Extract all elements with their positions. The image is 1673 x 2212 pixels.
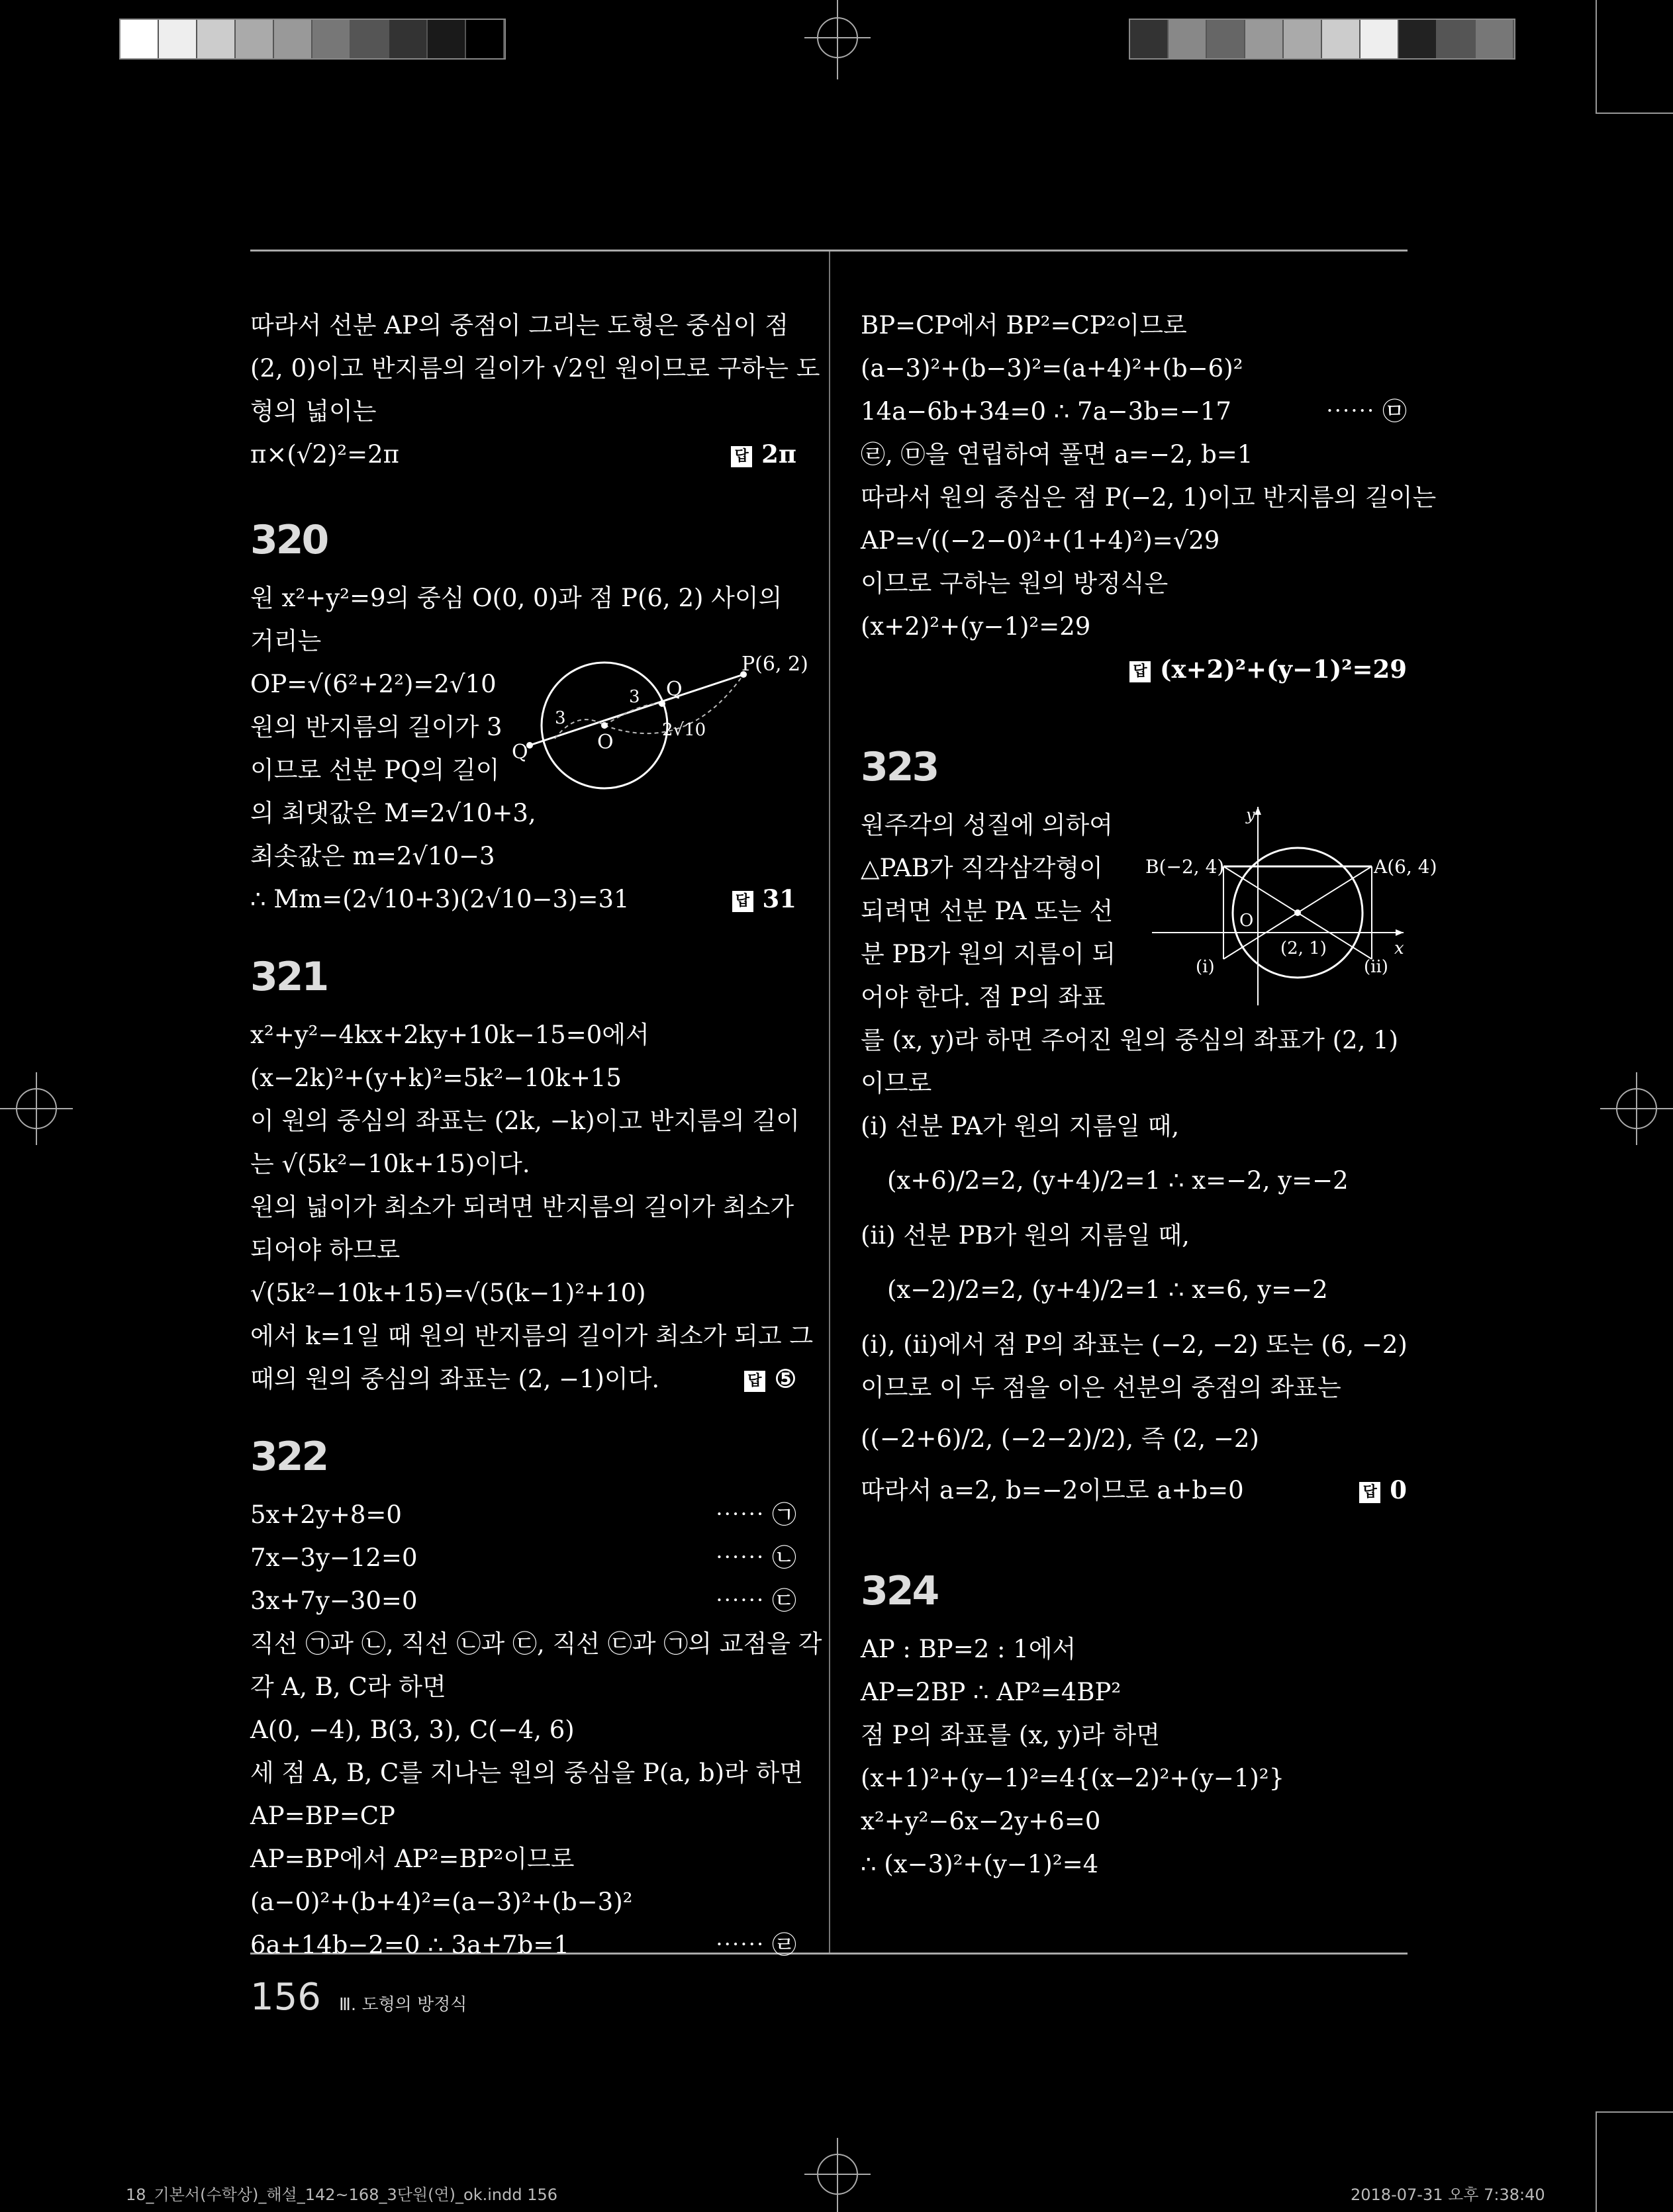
case-i-label: (ⅰ) <box>1196 957 1215 977</box>
text-line: 각 A, B, C라 하면 <box>250 1673 446 1701</box>
registration-mark-bottom <box>804 2138 871 2212</box>
text-line: 따라서 선분 AP의 중점이 그리는 도형은 중심이 점 <box>250 311 789 340</box>
text-line: 는 √(5k²−10k+15)이다. <box>250 1150 530 1178</box>
coordinate-figure <box>1145 800 1437 1012</box>
center-o-label: O <box>597 731 614 754</box>
text-line: AP=BP=CP <box>250 1802 395 1830</box>
text-line: 에서 k=1일 때 원의 반지름의 길이가 최소가 되고 그 <box>250 1322 814 1350</box>
text-line: (ⅰ) 선분 PA가 원의 지름일 때, <box>861 1112 1180 1140</box>
answer-label: 답 <box>744 1371 765 1392</box>
text-line: (x+2)²+(y−1)²=29 <box>861 612 1091 641</box>
crop-mark <box>1596 0 1597 113</box>
text-line: (x−2)/2=2, (y+4)/2=1 ∴ x=6, y=−2 <box>887 1275 1328 1304</box>
circle-distance-figure <box>512 653 808 808</box>
text-line: 분 PB가 원의 지름이 되 <box>861 940 1116 968</box>
answer-line <box>250 1358 796 1401</box>
text-line: 를 (x, y)라 하면 주어진 원의 중심의 좌표가 (2, 1) <box>861 1026 1399 1054</box>
text-line: (x+1)²+(y−1)²=4{(x−2)²+(y−1)²} <box>861 1764 1285 1792</box>
text-line: ((−2+6)/2, (−2−2)/2), 즉 (2, −2) <box>861 1424 1259 1453</box>
equation-tag: ⋯⋯ ㉣ <box>715 1931 796 1959</box>
color-calibration-bar-right <box>1129 19 1515 60</box>
text-line: ㉣, ㉤을 연립하여 풀면 a=−2, b=1 <box>861 440 1253 469</box>
answer-label: 답 <box>731 446 752 467</box>
color-calibration-bar-left <box>119 19 506 60</box>
equation: 6a+14b−2=0 ∴ 3a+7b=1 <box>250 1931 569 1959</box>
answer-label: 답 <box>732 891 753 912</box>
text-line: A(0, −4), B(3, 3), C(−4, 6) <box>250 1716 575 1744</box>
text-line: (ⅱ) 선분 PB가 원의 지름일 때, <box>861 1221 1190 1250</box>
text-line: 점 P의 좌표를 (x, y)라 하면 <box>861 1721 1161 1749</box>
text-line: (x−2k)²+(y+k)²=5k²−10k+15 <box>250 1064 622 1092</box>
equation-line <box>250 1923 796 1966</box>
answer-line <box>861 1469 1407 1512</box>
equation: 3x+7y−30=0 <box>250 1587 418 1615</box>
answer-value: 31 <box>762 884 796 913</box>
text-line: 최솟값은 m=2√10−3 <box>250 842 495 870</box>
right-column <box>861 304 1437 1886</box>
text-line: x²+y²−6x−2y+6=0 <box>861 1807 1101 1835</box>
text-line: AP=√((−2−0)²+(1+4)²)=√29 <box>861 526 1220 555</box>
equation-line <box>861 390 1407 433</box>
answer-label: 답 <box>1359 1482 1380 1503</box>
origin-label: O <box>1239 911 1254 931</box>
equation-line <box>250 1579 796 1622</box>
equation-tag: ⋯⋯ ㉡ <box>715 1544 796 1572</box>
section-label: Ⅲ. 도형의 방정식 <box>339 1995 467 2015</box>
timestamp: 2018-07-31 오후 7:38:40 <box>1351 2186 1545 2204</box>
text-line: 따라서 a=2, b=−2이므로 a+b=0 <box>861 1476 1244 1504</box>
registration-mark-top <box>804 0 871 79</box>
text-line: 어야 한다. 점 P의 좌표 <box>861 983 1106 1011</box>
equation-line <box>250 1536 796 1579</box>
text-line: (x+6)/2=2, (y+4)/2=1 ∴ x=−2, y=−2 <box>887 1166 1349 1195</box>
text-line: ∴ (x−3)²+(y−1)²=4 <box>861 1850 1099 1878</box>
answer-badge <box>1129 648 1407 691</box>
registration-mark-right <box>1600 1072 1673 1145</box>
text-line: 형의 넓이는 <box>250 397 377 426</box>
text-line: 원의 반지름의 길이가 3 <box>250 713 502 741</box>
file-info: 18_기본서(수학상)_해설_142~168_3단원(연)_ok.indd 156 <box>126 2186 558 2204</box>
registration-mark-left <box>0 1072 73 1145</box>
text-line: ∴ Mm=(2√10+3)(2√10−3)=31 <box>250 885 630 913</box>
center-label: (2, 1) <box>1280 939 1327 958</box>
text-line: OP=√(6²+2²)=2√10 <box>250 670 497 698</box>
text-line: 이므로 선분 PQ의 길이 <box>250 756 500 784</box>
answer-badge <box>744 1358 796 1401</box>
radius-label: 3 <box>629 687 640 707</box>
point-a-label: A(6, 4) <box>1374 856 1437 878</box>
point-q-label: Q <box>512 741 528 764</box>
text-line: 되어야 하므로 <box>250 1236 401 1264</box>
equation: 7x−3y−12=0 <box>250 1544 418 1572</box>
text-line: 따라서 원의 중심은 점 P(−2, 1)이고 반지름의 길이는 <box>861 483 1437 512</box>
equation: 14a−6b+34=0 ∴ 7a−3b=−17 <box>861 397 1231 426</box>
text-line: x²+y²−4kx+2ky+10k−15=0에서 <box>250 1021 649 1049</box>
column-divider <box>829 252 830 1953</box>
x-axis-label: x <box>1394 939 1404 958</box>
distance-label: 2√10 <box>662 720 706 740</box>
text-line: 의 최댓값은 M=2√10+3, <box>250 799 536 827</box>
crop-mark <box>1596 113 1673 114</box>
answer-value: ⑤ <box>774 1364 796 1393</box>
point-p-label: P(6, 2) <box>741 653 808 676</box>
text-line: △PAB가 직각삼각형이 <box>861 854 1103 882</box>
case-ii-label: (ⅱ) <box>1364 957 1388 977</box>
text-line: π×(√2)²=2π <box>250 440 399 469</box>
equation-line <box>250 1493 796 1536</box>
problem-number-320: 320 <box>250 517 328 563</box>
equation-tag: ⋯⋯ ㉠ <box>715 1500 796 1529</box>
text-line: 원주각의 성질에 의하여 <box>861 811 1113 839</box>
text-line: 직선 ㉠과 ㉡, 직선 ㉡과 ㉢, 직선 ㉢과 ㉠의 교점을 각 <box>250 1630 822 1658</box>
crop-mark <box>1596 2111 1673 2113</box>
text-line: 이 원의 중심의 좌표는 (2k, −k)이고 반지름의 길이 <box>250 1107 800 1135</box>
text-line: (a−0)²+(b+4)²=(a−3)²+(b−3)² <box>250 1888 633 1916</box>
point-b-label: B(−2, 4) <box>1145 856 1225 878</box>
equation-tag: ⋯⋯ ㉤ <box>1325 397 1407 426</box>
answer-value: 0 <box>1390 1475 1407 1504</box>
text-line: AP : BP=2 : 1에서 <box>861 1635 1076 1663</box>
text-line: 되려면 선분 PA 또는 선 <box>861 897 1114 925</box>
text-line: BP=CP에서 BP²=CP²이므로 <box>861 311 1187 340</box>
problem-number-324: 324 <box>861 1568 938 1614</box>
y-axis-label: y <box>1246 806 1255 824</box>
text-line: 때의 원의 중심의 좌표는 (2, −1)이다. <box>250 1365 660 1393</box>
text-line: 원의 넓이가 최소가 되려면 반지름의 길이가 최소가 <box>250 1193 794 1221</box>
text-line: 이므로 이 두 점을 이은 선분의 중점의 좌표는 <box>861 1373 1341 1402</box>
point-q-label: Q <box>666 678 683 701</box>
left-column <box>250 304 822 1966</box>
problem-number-322: 322 <box>250 1434 328 1480</box>
answer-value: 2π <box>761 439 796 469</box>
page-number: 156 <box>250 1976 321 2019</box>
answer-line <box>250 433 796 476</box>
answer-badge <box>732 878 797 921</box>
equation-tag: ⋯⋯ ㉢ <box>715 1587 796 1615</box>
text-line: 원 x²+y²=9의 중심 O(0, 0)과 점 P(6, 2) 사이의 <box>250 584 783 612</box>
text-line: 거리는 <box>250 627 322 655</box>
answer-badge <box>1359 1469 1407 1512</box>
answer-line <box>861 648 1407 691</box>
problem-number-321: 321 <box>250 954 328 1000</box>
text-line: (a−3)²+(b−3)²=(a+4)²+(b−6)² <box>861 354 1243 383</box>
problem-number-323: 323 <box>861 744 938 790</box>
text-line: AP=2BP ∴ AP²=4BP² <box>861 1678 1122 1706</box>
answer-label: 답 <box>1129 661 1151 682</box>
text-line: 이므로 구하는 원의 방정식은 <box>861 569 1169 598</box>
answer-badge <box>731 433 796 476</box>
crop-mark <box>1596 2111 1597 2212</box>
text-line: 세 점 A, B, C를 지나는 원의 중심을 P(a, b)라 하면 <box>250 1759 804 1787</box>
radius-label: 3 <box>555 708 566 728</box>
text-line: (2, 0)이고 반지름의 길이가 √2인 원이므로 구하는 도 <box>250 354 820 383</box>
answer-line <box>250 878 796 921</box>
text-line: √(5k²−10k+15)=√(5(k−1)²+10) <box>250 1279 646 1307</box>
equation: 5x+2y+8=0 <box>250 1500 402 1529</box>
answer-value: (x+2)²+(y−1)²=29 <box>1160 655 1407 684</box>
text-line: AP=BP에서 AP²=BP²이므로 <box>250 1845 575 1873</box>
text-line: 이므로 <box>861 1069 932 1097</box>
text-line: (ⅰ), (ⅱ)에서 점 P의 좌표는 (−2, −2) 또는 (6, −2) <box>861 1330 1408 1359</box>
